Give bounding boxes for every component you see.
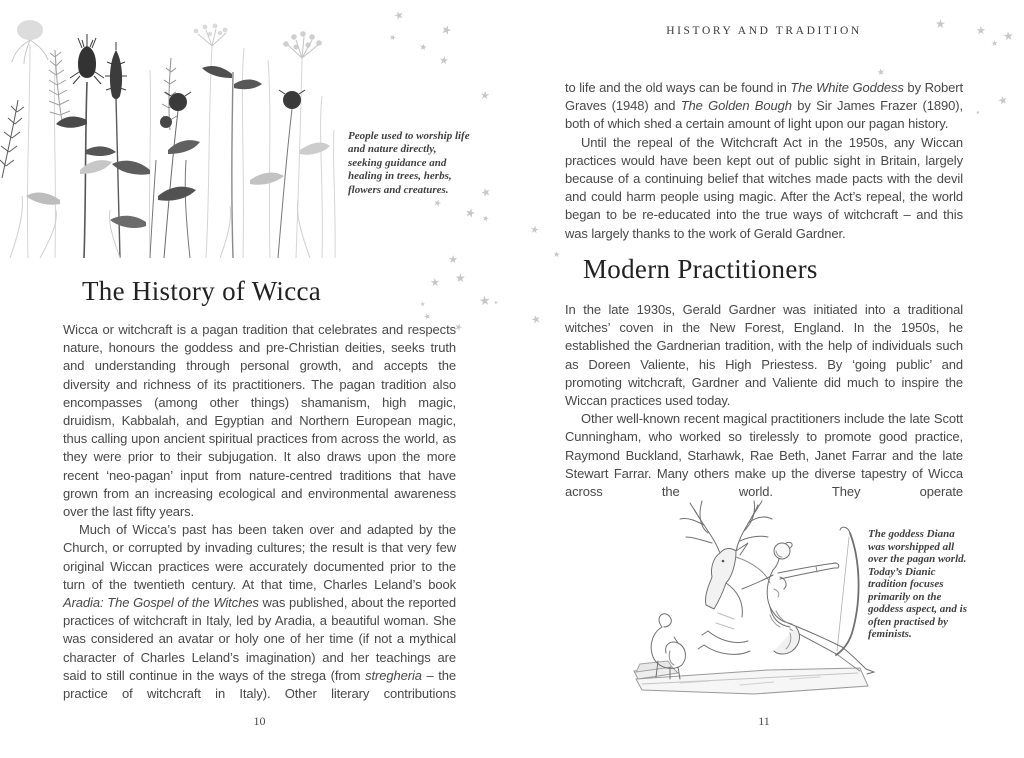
- right-caption: The goddess Diana was worshipped all over the pagan world. Today’s Dianic tradition focuses primarily on the goddess aspect, and is often practised by feminists.: [868, 528, 967, 640]
- star-icon: ★: [934, 16, 947, 32]
- star-icon: ★: [438, 53, 450, 68]
- left-page-body: [63, 321, 456, 703]
- paragraph: Other well-known recent magical practitioners include the late Scott Cunningham, who worked so tirelessly to promote good practice, Raymond Buckland, Starhawk, Rae Beth, Janet Farrar and the late Stewart Farrar. Many others make up the diverse tapestry of Wicca across the world. They operate: [565, 411, 963, 500]
- star-icon: ★: [439, 21, 454, 39]
- right-page-body: [565, 301, 963, 501]
- star-icon: ★: [1002, 28, 1015, 44]
- star-icon: ★: [990, 38, 999, 49]
- star-icon: ★: [431, 198, 443, 211]
- goddess-diana-illustration: [620, 492, 878, 704]
- star-icon: ★: [479, 88, 491, 103]
- star-icon: ★: [455, 271, 466, 285]
- right-page-heading: Modern Practitioners: [583, 254, 818, 284]
- running-head: HISTORY AND TRADITION: [666, 25, 862, 37]
- paragraph: Wicca or witchcraft is a pagan tradition that celebrates and respects nature, honours the goddess and pre-Christian deities, seeks truth and understanding through personal growth, and accepts the diversity and richness of its practitioners. The pagan tradition also encompasses (among other things) shamanism, high magic, druidism, Kabbalah, and Egyptian and Northern European magic, thus calling upon ancient spiritual practices from across the world, as they were prior to their subjugation. It also draws upon the more recent ‘neo-pagan’ input from nature-centred traditions that have grown from an increasing ecological and environmental awareness over the last fifty years.: [63, 322, 456, 520]
- paragraph: Much of Wicca’s past has been taken over and adapted by the Church, or corrupted by invading cultures; the result is that very few original Wiccan practices were accurately documented prior to the turn of the twentieth century. At that time, Charles Leland’s book Aradia: The Gospel of the Witches was published, about the reported practices of witchcraft in Italy, led by Aradia, a beautiful woman. She was considered an avatar or holy one of her time (if not a mythical character of Charles Leland’s imagination) and her teachings are said to still continue in the ways of the strega (from stregheria – the practice of witchcraft in Italy). Other literary contributions: [63, 522, 456, 702]
- star-icon: ★: [478, 293, 492, 310]
- right-page-number: 11: [758, 714, 770, 728]
- paragraph: In the late 1930s, Gerald Gardner was initiated into a traditional witches’ coven in the New Forest, England. In the 1950s, he established the Gardnerian tradition, with the help of individuals such as Doreen Valiente, his High Priestess. By ‘going public’ and promoting witchcraft, Gardner and Valiente did much to inspire the Wiccan practices used today.: [565, 302, 963, 409]
- star-icon: ★: [529, 224, 540, 237]
- star-icon: ★: [422, 311, 433, 322]
- paragraph: Until the repeal of the Witchcraft Act in the 1950s, any Wiccan practices would have been kept out of public sight in Britain, largely because of a continuing belief that witches made pacts with the devil and could harm people using magic. After the Act’s repeal, the world began to be re-educated into the true ways of witchcraft – and this was largely thanks to the work of Gerald Gardner.: [565, 134, 963, 241]
- star-icon: ★: [447, 252, 459, 267]
- star-icon: ★: [463, 204, 478, 222]
- wildflowers-illustration: [0, 0, 346, 258]
- star-icon: ★: [975, 109, 982, 117]
- star-icon: ★: [388, 32, 398, 43]
- star-icon: ★: [418, 42, 429, 54]
- star-icon: ★: [419, 300, 426, 309]
- left-caption: People used to worship life and nature directly, seeking guidance and healing in trees, herbs, flowers and creatures.: [348, 130, 470, 196]
- star-icon: ★: [552, 249, 561, 260]
- star-icon: ★: [493, 299, 499, 307]
- star-icon: ★: [876, 67, 886, 79]
- star-icon: ★: [479, 184, 493, 201]
- left-page-number: 10: [253, 714, 266, 728]
- star-icon: ★: [429, 275, 441, 290]
- star-icon: ★: [481, 213, 491, 224]
- right-page-intro: [565, 79, 963, 243]
- star-icon: ★: [975, 23, 986, 38]
- star-icon: ★: [996, 93, 1010, 108]
- left-page-heading: The History of Wicca: [82, 276, 322, 306]
- paragraph: to life and the old ways can be found in The White Goddess by Robert Graves (1948) and The Golden Bough by Sir James Frazer (1890), both of which shed a certain amount of light upon our pagan history.: [565, 80, 964, 132]
- star-icon: ★: [529, 311, 543, 328]
- star-icon: ★: [392, 7, 406, 24]
- star-icon: ★: [452, 321, 464, 335]
